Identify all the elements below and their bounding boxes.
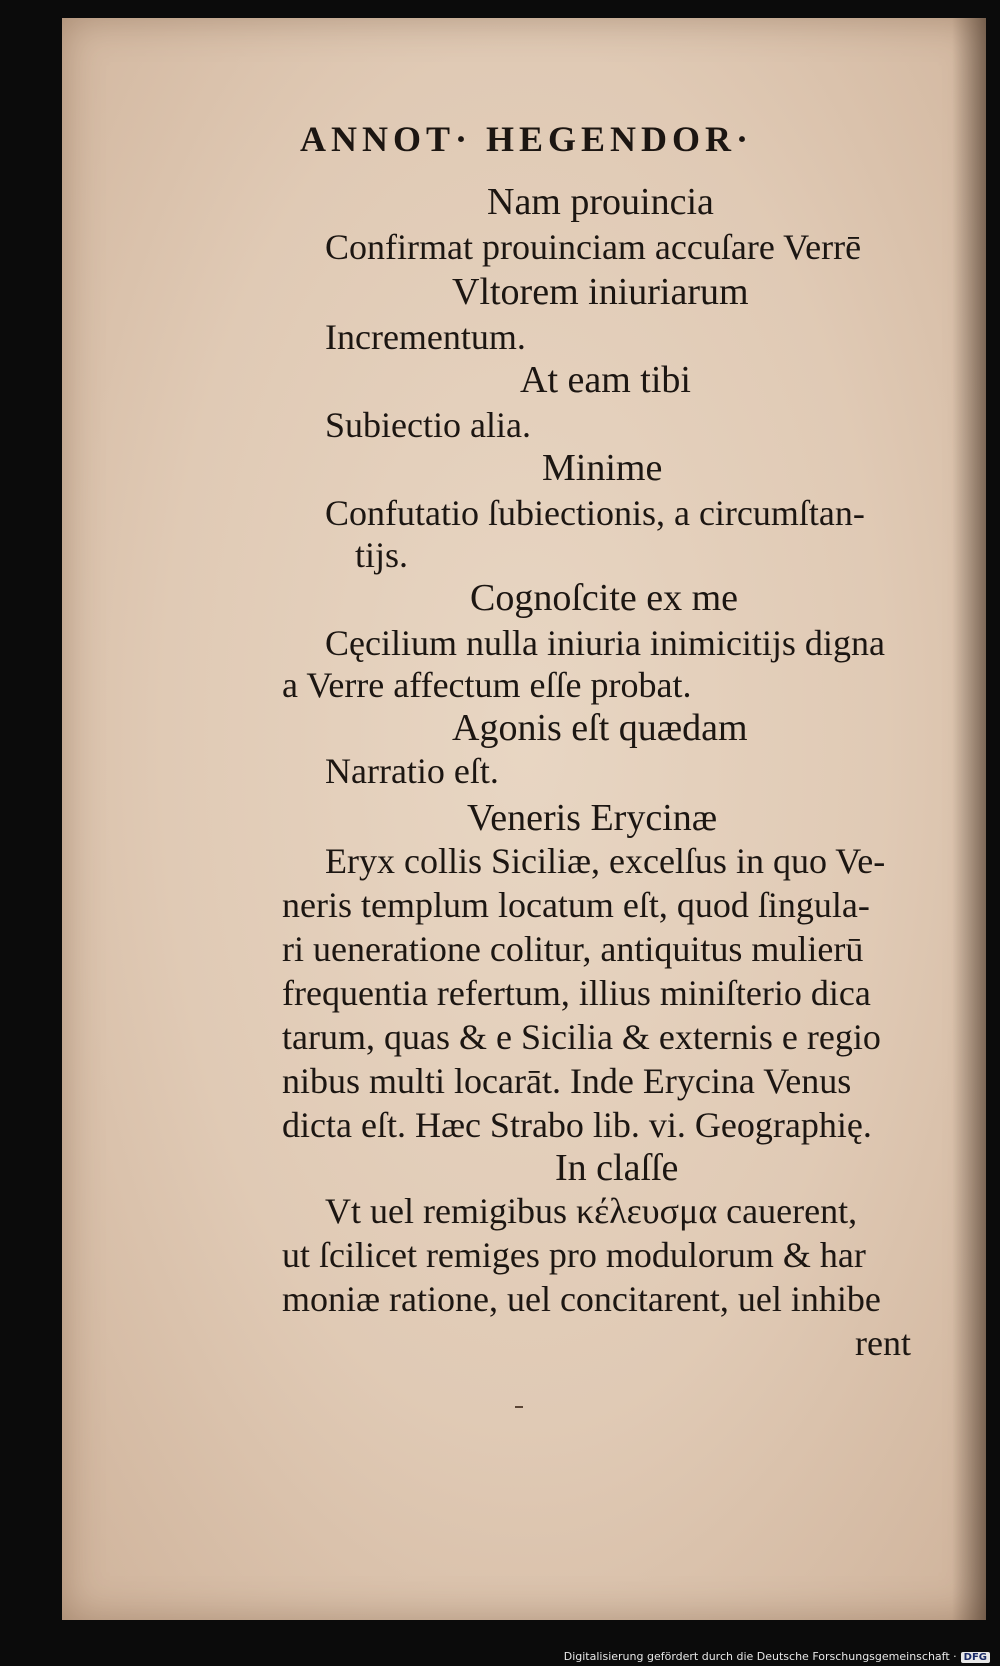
lemma-line: Agonis eſt quædam: [452, 707, 748, 749]
lemma-line: Veneris Erycinæ: [467, 797, 718, 839]
text-line: moniæ ratione, uel concitarent, uel inhibe: [282, 1279, 881, 1319]
lemma-line: At eam tibi: [520, 359, 691, 401]
text-line: Incrementum.: [325, 317, 526, 357]
credit-text: Digitalisierung gefördert durch die Deutsche Forschungsgemeinschaft ·: [563, 1650, 957, 1663]
running-head: ANNOT· HEGENDOR·: [300, 119, 754, 159]
lemma-line: In claſſe: [555, 1147, 679, 1189]
text-line: Narratio eſt.: [325, 751, 499, 791]
lemma-line: Vltorem iniuriarum: [452, 271, 749, 313]
text-line: tarum, quas & e Sicilia & externis e regio: [282, 1017, 881, 1057]
text-line: Subiectio alia.: [325, 405, 531, 445]
text-line: tijs.: [355, 535, 409, 575]
page-mark: [515, 1406, 523, 1408]
text-line: a Verre affectum eſſe probat.: [282, 665, 692, 705]
text-line: dicta eſt. Hæc Strabo lib. vi. Geographię.: [282, 1105, 872, 1145]
text-line: ri ueneratione colitur, antiquitus mulierū: [282, 929, 864, 969]
lemma-line: Cognoſcite ex me: [470, 577, 739, 619]
dfg-logo: DFG: [961, 1652, 990, 1663]
text-line: Confutatio ſubiectionis, a circumſtan-: [325, 493, 865, 533]
text-line: frequentia refertum, illius miniſterio dica: [282, 973, 871, 1013]
text-line: Vt uel remigibus κέλευσμα cauerent,: [325, 1191, 858, 1231]
page-gutter-shadow: [952, 18, 986, 1620]
text-line: ut ſcilicet remiges pro modulorum & har: [282, 1235, 866, 1275]
text-line: Eryx collis Siciliæ, excelſus in quo Ve-: [325, 841, 886, 881]
text-line: neris templum locatum eſt, quod ſingula-: [282, 885, 870, 925]
text-line: Confirmat prouinciam accuſare Verrē: [325, 227, 862, 267]
lemma-line: Minime: [542, 447, 663, 489]
text-line: Cęcilium nulla iniuria inimicitijs digna: [325, 623, 885, 663]
text-line: rent: [855, 1323, 911, 1363]
text-line: nibus multi locarāt. Inde Erycina Venus: [282, 1061, 852, 1101]
lemma-line: Nam prouincia: [487, 181, 714, 223]
digitization-credit: [564, 1650, 990, 1663]
